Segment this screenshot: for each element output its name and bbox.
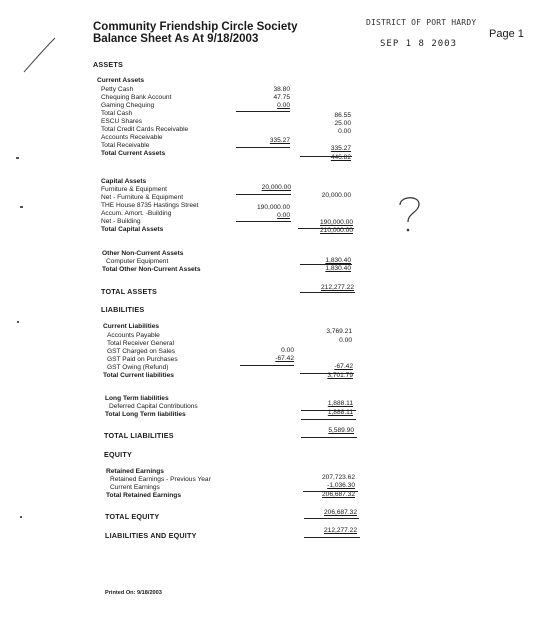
label-escu: ESCU Shares xyxy=(101,118,143,125)
value-receiver-general: 0.00 xyxy=(339,337,352,344)
scan-speck xyxy=(20,206,23,208)
label-retained-previous: Retained Earnings - Previous Year xyxy=(110,476,211,483)
value-gst-charged: 0.00 xyxy=(281,347,294,354)
value-gaming: 0.00 xyxy=(277,102,290,109)
label-gst-paid: GST Paid on Purchases xyxy=(107,356,178,363)
organization-name: Community Friendship Circle Society xyxy=(93,21,298,33)
value-total-receivable: 335.27 xyxy=(330,145,351,152)
value-gst-owing: -67.42 xyxy=(334,363,353,370)
label-chequing: Chequing Bank Account xyxy=(101,94,172,101)
scan-speck xyxy=(20,516,22,518)
rule xyxy=(304,537,360,538)
label-furniture: Furniture & Equipment xyxy=(101,186,167,193)
value-furniture: 20,000.00 xyxy=(261,184,291,191)
rule xyxy=(301,437,357,438)
value-total-current-assets: 446.82 xyxy=(330,154,351,161)
value-total-other-assets: 1,830.40 xyxy=(325,265,351,272)
value-receivable: 335.27 xyxy=(269,137,290,144)
value-chequing: 47.75 xyxy=(273,94,290,101)
group-other-assets: Other Non-Current Assets xyxy=(102,250,184,257)
label-total-current-liabilities: Total Current liabilities xyxy=(103,372,174,379)
value-house: 190,000.00 xyxy=(256,204,290,211)
value-gst-paid: -67.42 xyxy=(275,355,294,362)
label-deferred: Deferred Capital Contributions xyxy=(109,403,198,410)
stamp-date: SEP 1 8 2003 xyxy=(380,39,458,49)
value-total-assets: 212,277.22 xyxy=(320,284,354,291)
value-total-long-term: 1,888.11 xyxy=(327,409,353,416)
value-computer: 1,830.40 xyxy=(325,257,351,264)
rule xyxy=(298,228,354,229)
label-total-cash: Total Cash xyxy=(101,110,133,117)
report-title: Balance Sheet As At 9/18/2003 xyxy=(93,33,259,45)
group-retained-earnings: Retained Earnings xyxy=(106,468,164,475)
section-equity: EQUITY xyxy=(104,450,132,459)
value-total-capital-assets: 210,000.00 xyxy=(319,227,353,234)
value-deferred: 1,888.11 xyxy=(327,400,353,407)
label-total-assets: TOTAL ASSETS xyxy=(101,287,158,296)
scan-speck xyxy=(16,157,19,159)
value-total-equity: 206,687.32 xyxy=(323,509,357,516)
group-current-assets: Current Assets xyxy=(97,77,145,84)
label-gaming: Gaming Chequing xyxy=(101,102,155,109)
label-petty-cash: Petty Cash xyxy=(101,86,134,93)
label-accum-amort: Accum. Amort. -Building xyxy=(101,210,172,217)
label-total-equity: TOTAL EQUITY xyxy=(105,512,160,521)
rule xyxy=(301,419,356,420)
group-current-liabilities: Current Liabilities xyxy=(103,323,160,330)
value-escu: 25.00 xyxy=(334,120,351,127)
value-net-building: 190,000.00 xyxy=(319,219,353,226)
label-total-capital-assets: Total Capital Assets xyxy=(101,226,164,233)
label-receiver-general: Total Receiver General xyxy=(107,340,175,347)
label-net-furniture: Net - Furniture & Equipment xyxy=(101,194,184,201)
value-total-current-liabilities: 3,701.79 xyxy=(327,372,353,379)
value-total-cash: 86.55 xyxy=(334,112,351,119)
label-total-other-assets: Total Other Non-Current Assets xyxy=(102,266,201,273)
value-liabilities-and-equity: 212,277.22 xyxy=(323,527,357,534)
label-gst-charged: GST Charged on Sales xyxy=(107,348,176,355)
value-accum-amort: 0.00 xyxy=(277,212,290,219)
label-gst-owing: GST Owing (Refund) xyxy=(107,364,169,371)
value-accounts-payable: 3,769.21 xyxy=(326,328,352,335)
group-capital-assets: Capital Assets xyxy=(101,178,147,185)
label-total-retained: Total Retained Earnings xyxy=(106,492,181,499)
handwritten-question-mark xyxy=(395,193,425,237)
scan-speck xyxy=(17,321,19,323)
pen-stroke-mark xyxy=(22,35,58,75)
value-total-liabilities: 5,589.90 xyxy=(328,427,354,434)
rule xyxy=(300,292,355,293)
stamp-district: DISTRICT OF PORT HARDY xyxy=(366,18,477,27)
rule xyxy=(304,518,359,519)
value-credit-cards: 0.00 xyxy=(338,128,351,135)
value-retained-previous: 207,723.62 xyxy=(321,474,355,481)
label-credit-cards: Total Credit Cards Receivable xyxy=(101,126,189,133)
label-total-liabilities: TOTAL LIABILITIES xyxy=(104,431,174,440)
group-long-term-liabilities: Long Term liabilities xyxy=(105,395,169,402)
label-house: THE House 8735 Hastings Street xyxy=(101,202,199,209)
label-total-current-assets: Total Current Assets xyxy=(101,150,166,157)
label-total-receivable: Total Receivable xyxy=(101,142,150,149)
rule xyxy=(300,156,352,157)
value-total-retained: 206,687.32 xyxy=(321,491,355,498)
label-current-earnings: Current Earnings xyxy=(110,484,160,491)
page-number: Page 1 xyxy=(489,28,524,40)
value-current-earnings: -1,036.30 xyxy=(327,482,355,489)
label-total-long-term: Total Long Term liabilities xyxy=(105,411,186,418)
label-computer: Computer Equipment xyxy=(106,258,169,265)
value-net-furniture: 20,000.00 xyxy=(321,192,351,199)
label-accounts-payable: Accounts Payable xyxy=(107,332,160,339)
value-petty-cash: 38.80 xyxy=(273,86,290,93)
printed-on: Printed On: 9/18/2003 xyxy=(105,590,162,596)
label-receivable: Accounts Receivable xyxy=(101,134,163,141)
label-net-building: Net - Building xyxy=(101,218,141,225)
label-liabilities-and-equity: LIABILITIES AND EQUITY xyxy=(105,531,197,540)
section-assets: ASSETS xyxy=(93,60,123,69)
section-liabilities: LIABILITIES xyxy=(101,305,145,314)
